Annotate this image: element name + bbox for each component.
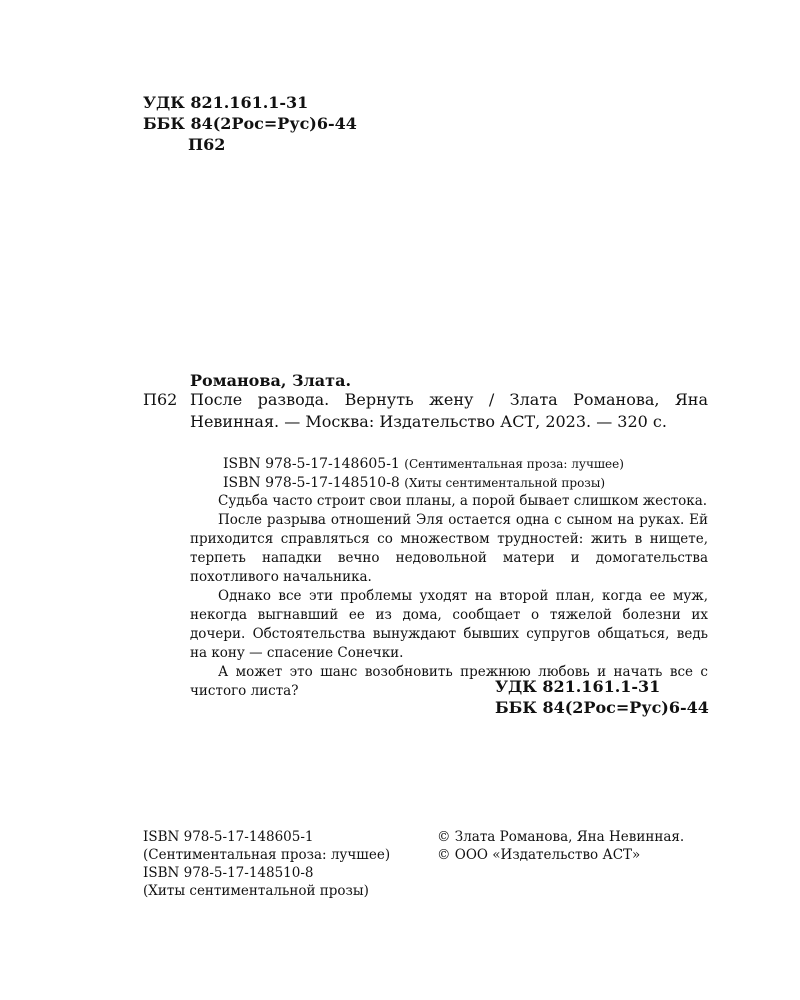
annotation-paragraph: А может это шанс возобновить прежнюю любовь и начать все с чистого листа? [190,664,708,699]
catalog-author: Романова, Злата. [190,371,352,390]
classification-block-top [143,92,357,155]
udk-code: УДК 821.161.1-31 [143,93,309,112]
catalog-title-description [190,389,708,433]
isbn-number: ISBN 978-5-17-148605-1 [223,456,400,472]
footer-isbn-line: ISBN 978-5-17-148510-8 [143,865,314,881]
isbn-number: ISBN 978-5-17-148510-8 [223,475,400,491]
footer-isbn-series: (Сентиментальная проза: лучшее) [143,847,391,863]
isbn-line [223,474,624,493]
isbn-line [223,455,624,474]
annotation-paragraph: Судьба часто строит свои планы, а порой бывает слишком жестока. [218,493,708,509]
copyright-authors: © Злата Романова, Яна Невинная. [437,829,685,845]
footer-isbn-block [143,828,390,900]
title-description-text: После развода. Вернуть жену / Злата Романова, Яна Невинная. — Москва: Издательство АСТ, 2023. — 320 с. [190,390,708,431]
bbk-code: ББК 84(2Рос=Рус)6-44 [143,114,357,133]
footer-isbn-line: ISBN 978-5-17-148605-1 [143,829,314,845]
catalog-isbn-list [223,455,624,493]
catalog-annotation [190,492,708,701]
udk-code: УДК 821.161.1-31 [495,677,661,696]
catalog-shelf-mark: П62 [143,390,178,409]
footer-copyright-block [437,828,684,864]
annotation-paragraph: После разрыва отношений Эля остается одна с сыном на руках. Ей приходится справляться со множеством трудностей: жить в нищете, терпеть нападки вечно недовольной матери и домогательства похотливого начальника. [190,512,708,585]
author-mark: П62 [188,135,226,154]
footer-isbn-series: (Хиты сентиментальной прозы) [143,883,369,899]
copyright-publisher: © ООО «Издательство АСТ» [437,847,641,863]
annotation-paragraph: Однако все эти проблемы уходят на второй план, когда ее муж, некогда выгнавший ее из дома, сообщает о тяжелой болезни их дочери. Обстоятельства вынуждают бывших супругов общаться, ведь на кону — спасение Сонечки. [190,588,708,661]
bbk-code: ББК 84(2Рос=Рус)6-44 [495,698,709,717]
isbn-series: (Сентиментальная проза: лучшее) [404,457,624,471]
isbn-series: (Хиты сентиментальной прозы) [404,476,606,490]
classification-block-bottom [495,676,709,718]
